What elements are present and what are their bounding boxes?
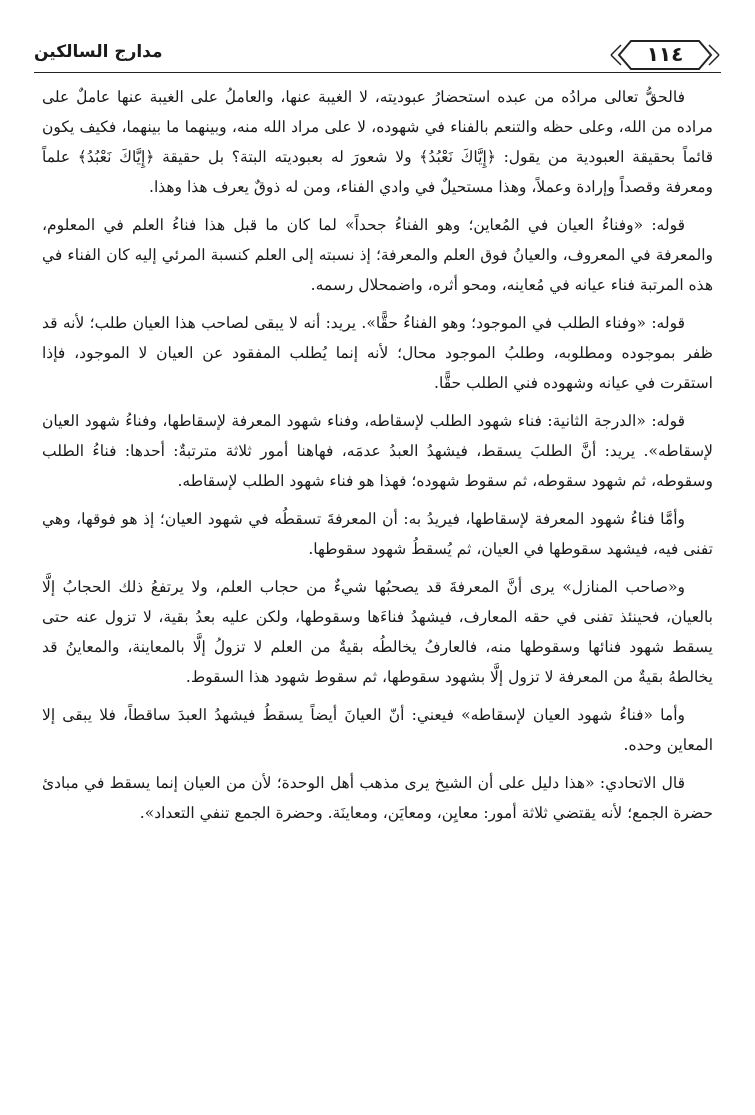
page-body [42,82,713,836]
paragraph: وأمَّا فناءُ شهود المعرفة لإسقاطها، فيريدُ به: أن المعرفةَ تسقطُه في شهود العيان؛ إذ هو فوقها، وهي تفنى فيه، فيشهد سقوطها في العيان، ثم يُسقطُ شهود سقوطها. [42,510,713,558]
paragraph: فالحقُّ تعالى مرادُه من عبده استحضارُ عبوديته، لا الغيبة عنها، والعاملُ على الغيبة عنها عاملٌ على مراده من الله، وعلى حظه والتنعم بالفناء في شهوده، لا على مراد الله منه، وبينهما ما بينهما، فكيف يكون قائماً بحقيقة العبودية من يقول: ﴿إِيَّاكَ نَعْبُدُ﴾ ولا شعورَ له بعبوديته البتة؟ بل حقيقة ﴿إِيَّاكَ نَعْبُدُ﴾ علماً ومعرفة وقصداً وإرادة وعملاً، وهذا مستحيلٌ في وادي الفناء، ومن له ذوقٌ يعرف هذا وهذا. [42,88,713,196]
page-header [34,38,721,74]
paragraph: قوله: «وفناءُ العيان في المُعاين؛ وهو الفناءُ جحداً» لما كان ما قبل هذا فناءُ العلم في المعلوم، والمعرفة في المعروف، والعيانُ فوق العلم والمعرفة؛ إذ نسبته إلى العلم كنسبة المرئي إليه كان الفناء في هذه المرتبة فناء عيانه في مُعاينه، ومحو أثره، واضمحلال رسمه. [42,216,713,294]
header-divider [34,72,721,73]
book-title: مدارج السالكين [34,42,163,62]
paragraph: قوله: «وفناء الطلب في الموجود؛ وهو الفناءُ حقًّا». يريد: أنه لا يبقى لصاحب هذا العيان طلب؛ لأنه قد ظفر بموجوده ومطلوبه، وطلبُ الموجود محال؛ لأنه إنما يُطلب المفقود عن العيان لا الموجود، فإذا استقرت في عيانه وشهوده فني الطلب حقًّا. [42,314,713,392]
paragraph: قال الاتحادي: «هذا دليل على أن الشيخ يرى مذهب أهل الوحدة؛ لأن من العيان إنما يسقط في مبادئ حضرة الجمع؛ لأنه يقتضي ثلاثة أمور: معايِن، ومعايَن، ومعاينَة. وحضرة الجمع تنفي التعداد». [42,774,713,822]
paragraph: و«صاحب المنازل» يرى أنَّ المعرفةَ قد يصحبُها شيءٌ من حجاب العلم، ولا يرتفعُ ذلك الحجابُ إلَّا بالعيان، فحينئذ تفنى في حقه المعارف، فيشهدُ فناءَها وسقوطها، ولكن عليه بعدُ بقية، لا تزول عنه حتى يسقط شهود فنائها وسقوطها منه، فالعارفُ يخالطُه بقيةٌ من العلم لا تزولُ إلَّا بالمعاينة، والمعاينُ قد يخالطهُ بقيةٌ من المعرفة لا تزول إلَّا بشهود سقوطها، ثم سقوط شهود هذا السقوط. [42,578,713,686]
paragraph: قوله: «الدرجة الثانية: فناء شهود الطلب لإسقاطه، وفناء شهود المعرفة لإسقاطها، وفناءُ شهود العيان لإسقاطه». يريد: أنَّ الطلبَ يسقط، فيشهدُ العبدُ عدمَه، فهاهنا أمور ثلاثة مترتبةٌ: أحدها: فناءُ الطلب وسقوطه، ثم شهود سقوطه، ثم سقوط شهوده؛ فهذا هو فناء شهود الطلب لإسقاطه. [42,412,713,490]
page-number: ١١٤ [646,42,684,66]
paragraph: وأما «فناءُ شهود العيان لإسقاطه» فيعني: أنّ العيانَ أيضاً يسقطُ فيشهدُ العبدَ ساقطاً، فلا يبقى إلا المعاين وحده. [42,706,713,754]
